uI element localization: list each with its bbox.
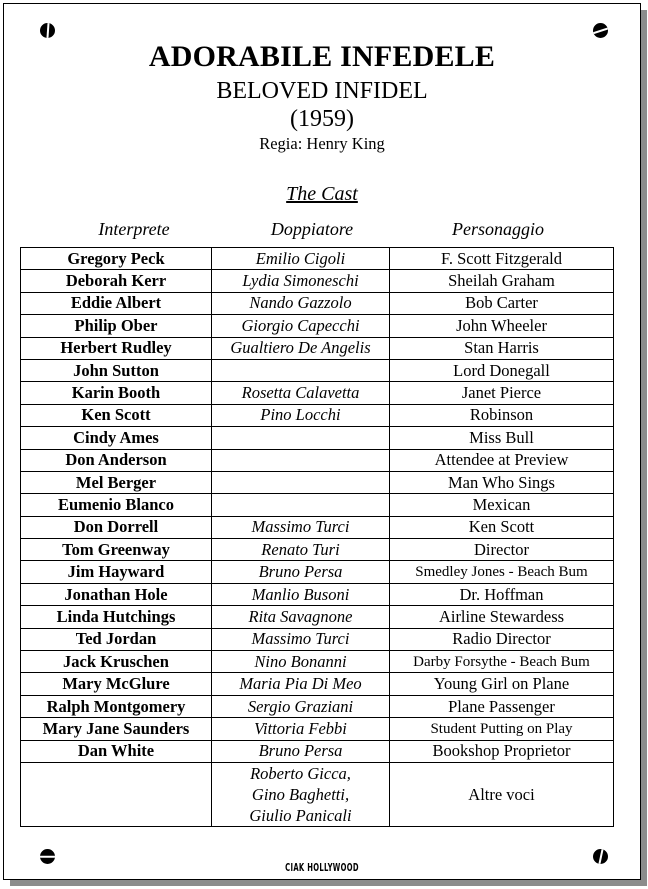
table-row — [21, 382, 614, 404]
dubber-cell — [212, 427, 390, 449]
dubber-cell — [212, 471, 390, 493]
cast-sheet — [3, 3, 641, 880]
actor-cell: Jonathan Hole — [21, 583, 212, 605]
dubber-cell — [212, 449, 390, 471]
character-cell: Stan Harris — [390, 337, 614, 359]
table-row — [21, 315, 614, 337]
dubber-cell: Manlio Busoni — [212, 583, 390, 605]
dubber-cell: Nando Gazzolo — [212, 292, 390, 314]
cast-table — [20, 247, 614, 827]
actor-cell: Dan White — [21, 740, 212, 762]
table-row — [21, 494, 614, 516]
cast-heading: The Cast — [286, 183, 358, 205]
dubber-cell: Lydia Simoneschi — [212, 270, 390, 292]
dubber-cell: Rita Savagnone — [212, 606, 390, 628]
character-cell: Airline Stewardess — [390, 606, 614, 628]
actor-cell: Philip Ober — [21, 315, 212, 337]
character-cell: Altre voci — [390, 762, 614, 826]
table-row — [21, 539, 614, 561]
table-row-other-voices — [21, 762, 614, 826]
character-cell: Smedley Jones - Beach Bum — [390, 561, 614, 583]
character-cell: Miss Bull — [390, 427, 614, 449]
dubber-cell: Gualtiero De Angelis — [212, 337, 390, 359]
table-row — [21, 651, 614, 673]
character-cell: Bob Carter — [390, 292, 614, 314]
actor-cell: Mary Jane Saunders — [21, 718, 212, 740]
table-row — [21, 673, 614, 695]
director-credit: Regia: Henry King — [259, 134, 385, 153]
character-cell: Mexican — [390, 494, 614, 516]
column-header-character: Personaggio — [452, 219, 544, 239]
table-row — [21, 718, 614, 740]
character-cell: Man Who Sings — [390, 471, 614, 493]
dubber-cell: Bruno Persa — [212, 740, 390, 762]
actor-cell: Jack Kruschen — [21, 651, 212, 673]
column-header-dubber: Doppiatore — [270, 219, 354, 239]
dubber-name: Gino Baghetti, — [251, 784, 350, 804]
character-cell: F. Scott Fitzgerald — [390, 248, 614, 270]
actor-cell: Gregory Peck — [21, 248, 212, 270]
dubber-cell — [212, 494, 390, 516]
dubber-cell: Rosetta Calavetta — [212, 382, 390, 404]
table-row — [21, 628, 614, 650]
original-title: BELOVED INFIDEL — [216, 78, 428, 104]
actor-cell: Don Dorrell — [21, 516, 212, 538]
page-shadow-right — [641, 10, 647, 886]
italian-title: ADORABILE INFEDELE — [148, 40, 496, 73]
dubber-name: Giulio Panicali — [249, 805, 352, 825]
dubber-cell: Nino Bonanni — [212, 651, 390, 673]
dubber-cell: Vittoria Febbi — [212, 718, 390, 740]
table-row — [21, 270, 614, 292]
table-row — [21, 449, 614, 471]
table-row — [21, 583, 614, 605]
footer-brand: CIAK HOLLYWOOD — [285, 861, 359, 874]
actor-cell: Deborah Kerr — [21, 270, 212, 292]
table-row — [21, 561, 614, 583]
character-cell: Ken Scott — [390, 516, 614, 538]
character-cell: Student Putting on Play — [390, 718, 614, 740]
dubber-cell: Emilio Cigoli — [212, 248, 390, 270]
dubber-cell: Giorgio Capecchi — [212, 315, 390, 337]
character-cell: Young Girl on Plane — [390, 673, 614, 695]
actor-cell: Tom Greenway — [21, 539, 212, 561]
actor-cell: Eddie Albert — [21, 292, 212, 314]
table-row — [21, 427, 614, 449]
actor-cell: Ted Jordan — [21, 628, 212, 650]
dubber-cell: Maria Pia Di Meo — [212, 673, 390, 695]
dubber-cell: Pino Locchi — [212, 404, 390, 426]
table-row — [21, 404, 614, 426]
character-cell: Director — [390, 539, 614, 561]
table-row — [21, 248, 614, 270]
actor-cell: Don Anderson — [21, 449, 212, 471]
table-row — [21, 740, 614, 762]
dubber-cell: Massimo Turci — [212, 516, 390, 538]
character-cell: Attendee at Preview — [390, 449, 614, 471]
character-cell: Sheilah Graham — [390, 270, 614, 292]
screw-icon — [593, 23, 608, 38]
actor-cell — [21, 762, 212, 826]
actor-cell: Herbert Rudley — [21, 337, 212, 359]
character-cell: Plane Passenger — [390, 695, 614, 717]
actor-cell: Ken Scott — [21, 404, 212, 426]
dubber-cell — [212, 359, 390, 381]
character-cell: Dr. Hoffman — [390, 583, 614, 605]
actor-cell: John Sutton — [21, 359, 212, 381]
column-header-actor: Interprete — [98, 219, 170, 239]
actor-cell: Mel Berger — [21, 471, 212, 493]
screw-icon — [40, 23, 55, 38]
actor-cell: Jim Hayward — [21, 561, 212, 583]
actor-cell: Mary McGlure — [21, 673, 212, 695]
screw-icon — [40, 849, 55, 864]
page-shadow-bottom — [10, 880, 647, 886]
dubber-cell: Massimo Turci — [212, 628, 390, 650]
character-cell: John Wheeler — [390, 315, 614, 337]
dubber-cell: Sergio Graziani — [212, 695, 390, 717]
release-year: (1959) — [290, 106, 354, 132]
character-cell: Lord Donegall — [390, 359, 614, 381]
table-row — [21, 292, 614, 314]
table-row — [21, 516, 614, 538]
table-row — [21, 695, 614, 717]
actor-cell: Eumenio Blanco — [21, 494, 212, 516]
actor-cell: Ralph Montgomery — [21, 695, 212, 717]
table-row — [21, 359, 614, 381]
table-row — [21, 337, 614, 359]
character-cell: Radio Director — [390, 628, 614, 650]
actor-cell: Linda Hutchings — [21, 606, 212, 628]
actor-cell: Karin Booth — [21, 382, 212, 404]
screw-icon — [593, 849, 608, 864]
dubber-cell — [212, 762, 390, 826]
actor-cell: Cindy Ames — [21, 427, 212, 449]
character-cell: Bookshop Proprietor — [390, 740, 614, 762]
table-row — [21, 606, 614, 628]
dubber-cell: Renato Turi — [212, 539, 390, 561]
dubber-cell: Bruno Persa — [212, 561, 390, 583]
character-cell: Darby Forsythe - Beach Bum — [390, 651, 614, 673]
dubber-name: Roberto Gicca, — [250, 763, 351, 783]
table-row — [21, 471, 614, 493]
character-cell: Janet Pierce — [390, 382, 614, 404]
character-cell: Robinson — [390, 404, 614, 426]
